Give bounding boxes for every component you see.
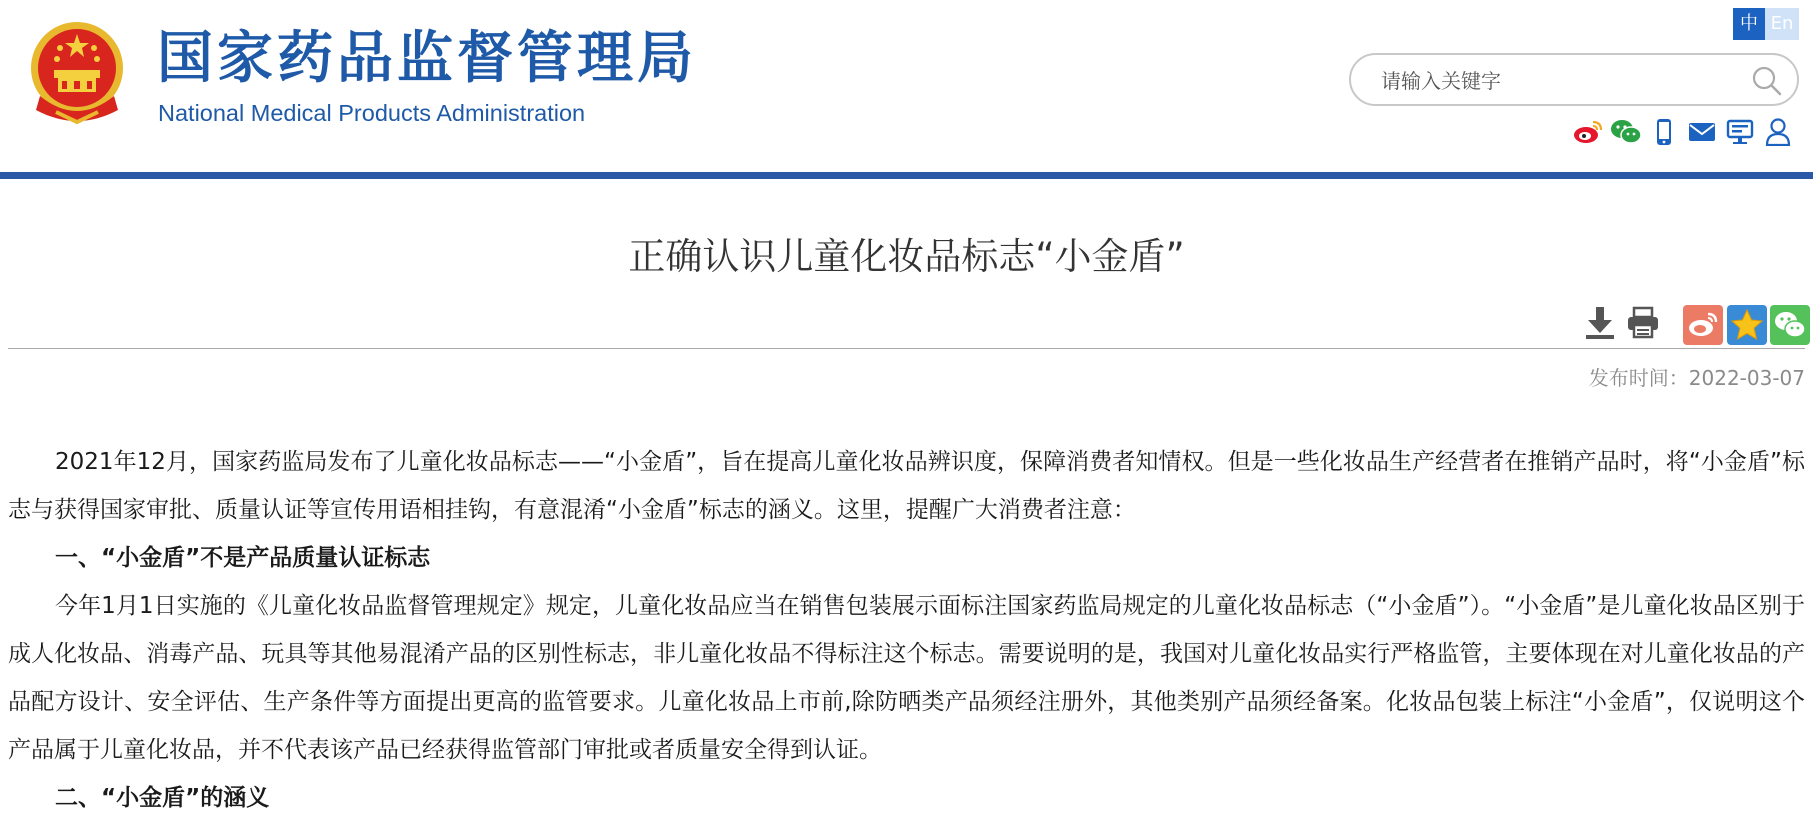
weibo-icon[interactable] [1572,116,1604,148]
search-input[interactable] [1379,65,1743,97]
print-icon[interactable] [1625,305,1661,345]
lang-chinese-button[interactable]: 中 [1733,8,1765,40]
title-divider [8,348,1805,349]
article-title: 正确认识儿童化妆品标志“小金盾” [628,235,1185,278]
wechat-icon[interactable] [1610,116,1642,148]
site-name-chinese[interactable]: 国家药品监督管理局 [157,26,697,91]
section-heading: 二、“小金盾”的涵义 [55,785,270,811]
monitor-icon[interactable] [1724,116,1756,148]
site-header [0,0,1813,172]
social-links [1572,116,1794,148]
publish-time: 发布时间：2022-03-07 [1588,366,1805,390]
mail-icon[interactable] [1686,116,1718,148]
header-divider-bar [0,172,1813,179]
weibo-share-icon[interactable] [1683,305,1723,345]
section-heading: 一、“小金盾”不是产品质量认证标志 [55,545,431,571]
user-icon[interactable] [1762,116,1794,148]
wechat-share-icon[interactable] [1770,305,1810,345]
mobile-icon[interactable] [1648,116,1680,148]
national-emblem-logo[interactable] [26,18,128,128]
favorite-star-icon[interactable] [1727,305,1767,345]
download-icon[interactable] [1582,305,1618,345]
article-paragraph: 今年1月1日实施的《儿童化妆品监督管理规定》规定，儿童化妆品应当在销售包装展示面标注国家药监局规定的儿童化妆品标志（“小金盾”）。“小金盾”是儿童化妆品区别于成人化妆品、消毒产品、玩具等其他易混淆产品的区别性标志，非儿童化妆品不得标注这个标志。需要说明的是，我国对儿童化妆品实行严格监管，主要体现在对儿童化妆品的产品配方设计、安全评估、生产条件等方面提出更高的监管要求。儿童化妆品上市前,除防晒类产品须经注册外，其他类别产品须经备案。化妆品包装上标注“小金盾”，仅说明这个产品属于儿童化妆品，并不代表该产品已经获得监管部门审批或者质量安全得到认证。 [8,593,1805,763]
article-body [8,438,1805,822]
site-name-english[interactable]: National Medical Products Administration [158,100,586,126]
search-icon[interactable] [1751,65,1783,97]
language-switch [1733,8,1799,40]
article-paragraph: 2021年12月，国家药监局发布了儿童化妆品标志——“小金盾”，旨在提高儿童化妆品辨识度，保障消费者知情权。但是一些化妆品生产经营者在推销产品时，将“小金盾”标志与获得国家审批、质量认证等宣传用语相挂钩，有意混淆“小金盾”标志的涵义。这里，提醒广大消费者注意： [8,449,1805,523]
lang-english-button[interactable]: En [1765,8,1799,40]
search-box [1349,53,1799,106]
